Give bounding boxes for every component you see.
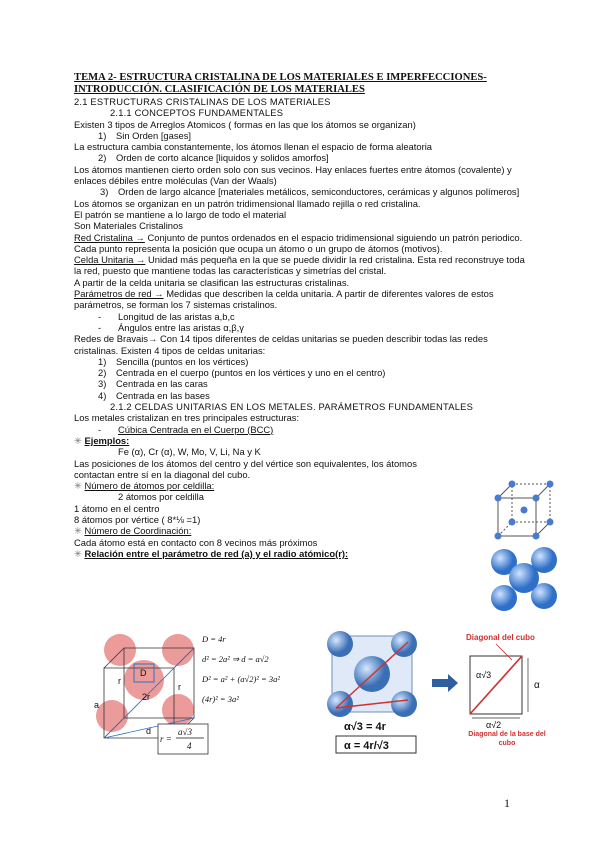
ejemplos-list: Fe (α), Cr (α), W, Mo, V, Li, Na y K (118, 446, 261, 458)
label-a-sqrt2: α√2 (486, 720, 502, 730)
list-item-1: 1) Sin Orden [gases] (98, 129, 192, 141)
para-red-cristalina: Red Cristalina → Conjunto de puntos ordenados en el espacio tridimensional siguiendo un patrón periodico. Cada punto representa la posición que ocupa un átomo o un grupo de átomos (motivos). (74, 231, 523, 254)
coordinacion-heading: ✳ Número de Coordinación: (74, 525, 192, 537)
bcc-sphere-model (490, 548, 560, 610)
para-patron: Los átomos se organizan en un patrón tridimensional llamado rejilla o red cristalina. (74, 197, 421, 209)
label-r-2: r (178, 682, 181, 692)
celda-item-2: 2) Centrada en el cuerpo (puntos en los vértices y uno en el centro) (98, 367, 386, 379)
para-arreglos: Existen 3 tipos de Arreglos Atomicos ( formas en las que los átomos se organizan) (74, 118, 416, 130)
list-item-2: 2) Orden de corto alcance [liquidos y solidos amorfos] (98, 152, 329, 164)
list-item-3: 3) Orden de largo alcance [materiales metálicos, semiconductores, cerámicas y algunos polímeros] (100, 186, 520, 198)
celda-item-3: 3) Centrada en las caras (98, 378, 208, 390)
eq-r-num: a√3 (178, 727, 192, 737)
bullet-angulos: - Ángulos entre las aristas α,β,γ (98, 321, 244, 333)
eq-r-den: 4 (187, 741, 192, 751)
atomos-vertice: 8 átomos por vértice ( 8*⅛ =1) (74, 513, 201, 525)
celda-item-4: 4) Centrada en las bases (98, 389, 210, 401)
label-d: d (146, 726, 152, 736)
bullet-star-icon: ✳ (74, 434, 85, 446)
para-parametros: Parámetros de red → Medidas que describen la celda unitaria. A partir de diferentes valores de estos parámetros, se forman los 7 sistemas cristalinos. (74, 288, 494, 311)
atomos-value: 2 átomos por celdilla (118, 491, 204, 503)
bcc-cube-diagram (490, 478, 560, 542)
mid-eq-1: α√3 = 4r (344, 721, 386, 733)
mid-eq-2: α = 4r/√3 (344, 740, 389, 752)
eq-r-lhs: r = (160, 734, 172, 744)
document-body (74, 72, 534, 559)
section-2-1-1: 2.1.1 CONCEPTOS FUNDAMENTALES (110, 107, 284, 119)
para-bravais: Redes de Bravais→ Con 14 tipos diferentes de celdas unitarias se pueden describir todas las redes cristalinas. Existen 4 tipos de celdas unitarias: (74, 333, 488, 356)
bullet-star-icon: ✳ (74, 525, 85, 537)
para-clasificacion: A partir de la celda unitaria se clasifican las estructuras cristalinas. (74, 276, 350, 288)
label-alpha: α (534, 680, 540, 691)
bullet-aristas: - Longitud de las aristas a,b,c (98, 310, 235, 322)
para-cristalinos: Son Materiales Cristalinos (74, 220, 183, 232)
ejemplos-heading: ✳ Ejemplos: (74, 434, 130, 446)
eq-D2: D² = a² + (a√2)² = 3a² (202, 674, 280, 684)
label-diagonal-base: Diagonal de la base del cubo (468, 731, 546, 747)
label-a: a (94, 700, 100, 710)
para-celda-unitaria: Celda Unitaria → Unidad más pequeña en la que se puede dividir la red cristalina. Esta red reconstruye toda la red, puesto que mantiene todas las características y simetrías del cristal. (74, 254, 525, 277)
bullet-star-icon: ✳ (74, 480, 85, 492)
eq-4r: (4r)² = 3a² (202, 694, 239, 704)
page-title: TEMA 2- ESTRUCTURA CRISTALINA DE LOS MATERIALES E IMPERFECCIONES- INTRODUCCIÓN. CLASIFICACIÓN DE LOS MATERIALES (74, 72, 487, 95)
diagonal-figure (460, 630, 556, 756)
para-coordinacion: Cada átomo está en contacto con 8 vecinos más próximos (74, 536, 318, 548)
para-patron-2: El patrón se mantiene a lo largo de todo el material (74, 208, 287, 220)
section-2-1: 2.1 ESTRUCTURAS CRISTALINAS DE LOS MATERIALES (74, 96, 331, 107)
bcc-3d-figure (322, 626, 426, 756)
label-diagonal-cubo: Diagonal del cubo (466, 633, 535, 642)
para-posiciones: Las posiciones de los átomos del centro y del vértice son equivalentes, los átomos contactan entre sí en la diagonal del cubo. (74, 457, 417, 480)
bullet-star-icon: ✳ (74, 547, 85, 559)
para-metales: Los metales cristalizan en tres principales estructuras: (74, 412, 300, 424)
arrow-icon (432, 672, 460, 694)
bcc-geometry-figure (74, 628, 280, 756)
label-D: D (140, 668, 147, 678)
bullet-bcc: - Cúbica Centrada en el Cuerpo (BCC) (98, 423, 274, 435)
section-2-1-2: 2.1.2 CELDAS UNITARIAS EN LOS METALES. PARÁMETROS FUNDAMENTALES (110, 401, 474, 413)
relacion-heading: ✳ Relación entre el parámetro de red (a) y el radio atómico(r): (74, 547, 349, 559)
label-2r: 2r (142, 692, 151, 702)
label-a-sqrt3: α√3 (476, 670, 492, 680)
para-corto-alcance: Los átomos mantienen cierto orden solo con sus vecinos. Hay enlaces fuertes entre átomos (covalente) y enlaces débiles entre moléculas (Van der Waals) (74, 163, 512, 187)
eq-d: d² = 2a² ⇒ d = a√2 (202, 654, 269, 664)
label-r: r (118, 676, 121, 686)
celda-item-1: 1) Sencilla (puntos en los vértices) (98, 355, 249, 367)
eq-D: D = 4r (202, 634, 226, 644)
page-number: 1 (504, 796, 510, 810)
atomo-centro: 1 átomo en el centro (74, 502, 160, 514)
para-sin-orden: La estructura cambia constantemente, los átomos llenan el espacio de forma aleatoria (74, 141, 433, 153)
atomos-heading: ✳ Número de átomos por celdilla: (74, 480, 215, 492)
